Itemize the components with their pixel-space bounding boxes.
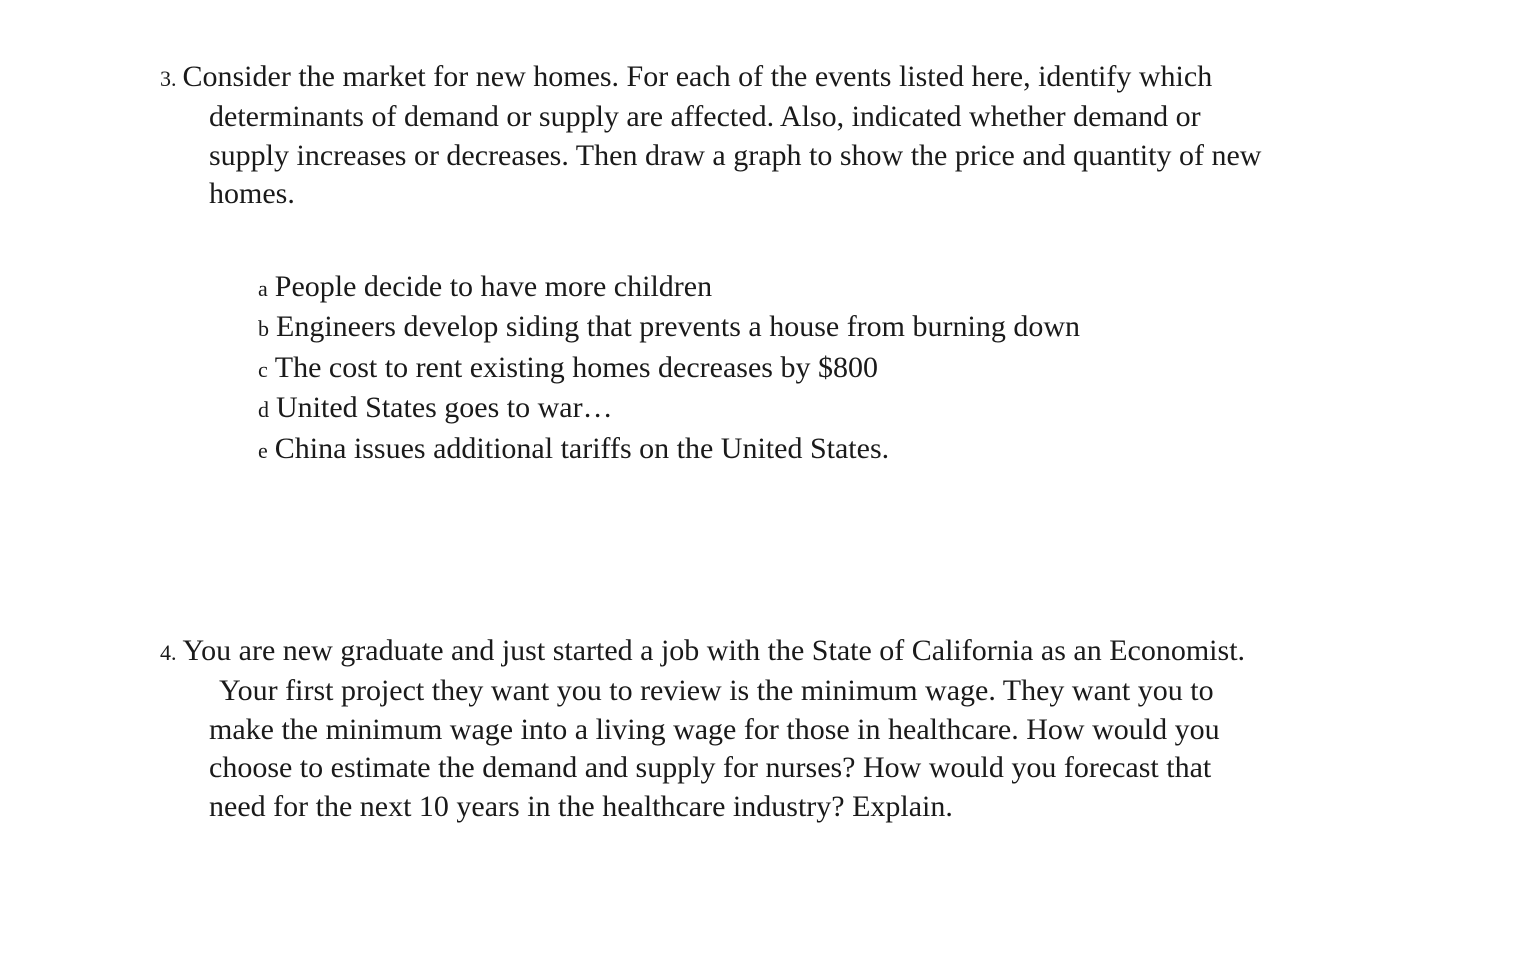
question-4-text-1: You are new graduate and just started a job with the State of California as an Economist.: [182, 634, 1246, 667]
event-letter-a: a: [258, 276, 268, 301]
event-text-b: Engineers develop siding that prevents a house from burning down: [276, 310, 1080, 344]
event-item-a: [258, 268, 1080, 308]
question-4-line-1: [160, 632, 1390, 672]
event-letter-b: b: [258, 316, 269, 342]
question-4: [160, 632, 1390, 826]
event-letter-d: d: [258, 397, 269, 423]
event-item-c: [258, 349, 1080, 389]
event-item-d: [258, 389, 1080, 429]
event-item-b: [258, 308, 1080, 348]
event-text-c: The cost to rent existing homes decreases by $800: [274, 350, 878, 384]
question-4-line-5: need for the next 10 years in the healthcare industry? Explain.: [209, 789, 953, 823]
question-3-line-3: supply increases or decreases. Then draw a graph to show the price and quantity of new: [209, 138, 1262, 172]
event-letter-e: e: [258, 437, 268, 463]
question-3: [160, 58, 1390, 214]
question-3-number: 3.: [160, 66, 177, 91]
question-4-line-3: make the minimum wage into a living wage for those in healthcare. How would you: [209, 712, 1220, 746]
question-3-line-2: determinants of demand or supply are affected. Also, indicated whether demand or: [209, 100, 1201, 134]
question-4-number: 4.: [160, 640, 177, 665]
event-text-e: China issues additional tariffs on the United States.: [274, 431, 890, 465]
event-text-d: United States goes to war…: [276, 391, 613, 425]
question-3-event-list: [258, 268, 1080, 470]
event-text-a: People decide to have more children: [274, 270, 713, 303]
question-4-line-2: Your first project they want you to review is the minimum wage. They want you to: [219, 674, 1214, 708]
question-3-text-1: Consider the market for new homes. For each of the events listed here, identify which: [182, 60, 1213, 93]
question-3-line-1: [160, 58, 1390, 98]
question-4-line-4: choose to estimate the demand and supply for nurses? How would you forecast that: [209, 751, 1212, 785]
event-item-e: [258, 430, 1080, 470]
event-letter-c: c: [258, 356, 268, 382]
question-3-line-4: homes.: [209, 177, 295, 211]
